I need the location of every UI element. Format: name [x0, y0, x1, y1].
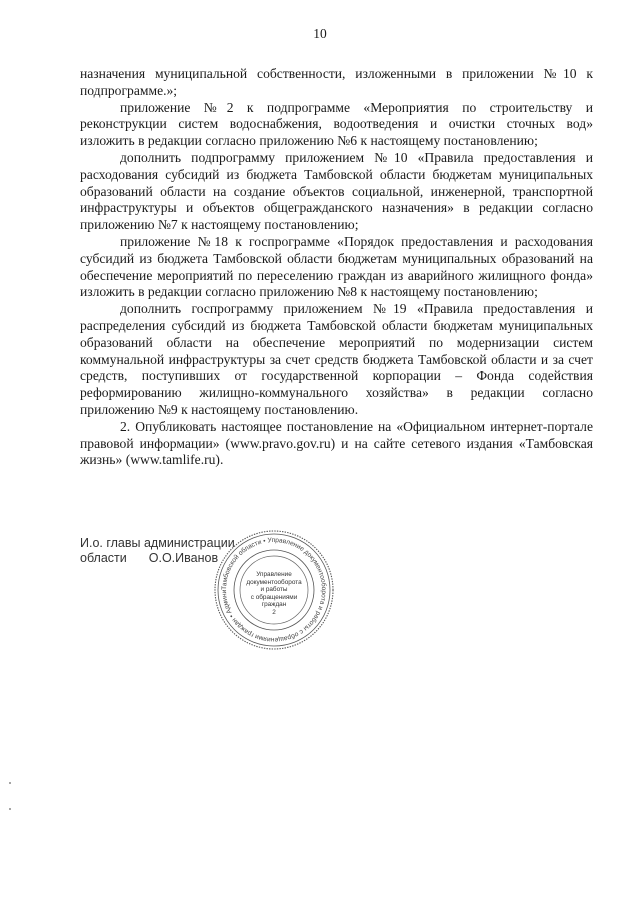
signature-region: области: [80, 551, 127, 565]
document-body: [80, 66, 593, 469]
official-stamp: [212, 528, 336, 652]
paragraph-appendix-10: дополнить подпрограмму приложением №10 «Правила предоставления и расходования субсидий из бюджета Тамбовской области бюджетам муниципальных образований области на создание объектов социальной, инженерной, транспортной инфраструктуры и объектов общегражданского назначения» в редакции согласно приложению №7 к настоящему постановлению;: [80, 149, 593, 233]
paragraph-appendix-18: приложение №18 к госпрограмме «Порядок предоставления и расходования субсидий из бюджета Тамбовской области бюджетам муниципальных образований на обеспечение мероприятий по переселению граждан из аварийного жилищного фонда» изложить в редакции согласно приложению №8 к настоящему постановлению;: [80, 233, 593, 300]
paragraph-publish: 2. Опубликовать настоящее постановление на «Официальном интернет-портале правовой информации» (www.pravo.gov.ru) и на сайте сетевого издания «Тамбовская жизнь» (www.tamlife.ru).: [80, 418, 593, 468]
stamp-ring-text: Тамбовской области • Управление документооборота и работы с обращениями граждан • Админи: [220, 536, 328, 644]
scan-speck: [9, 808, 11, 810]
stamp-center-text: Управление документооборота и работы с обращениями граждан 2: [246, 571, 302, 616]
scan-speck: [9, 782, 11, 784]
paragraph-appendix-2: приложение №2 к подпрограмме «Мероприятия по строительству и реконструкции систем водоснабжения, водоотведения и очистки сточных вод» изложить в редакции согласно приложению №6 к настоящему постановлению;: [80, 99, 593, 149]
page-number: 10: [313, 26, 327, 41]
signature-title: И.о. главы администрации: [80, 536, 235, 550]
paragraph-appendix-19: дополнить госпрограмму приложением №19 «Правила предоставления и распределения субсидий из бюджета Тамбовской области бюджетам муниципальных образований области на обеспечение мероприятий по модернизации систем коммунальной инфраструктуры за счет средств бюджета Тамбовской области и за счет средств, поступивших от государственной корпорации – Фонда содействия реформированию жилищно-коммунального хозяйства» в редакции согласно приложению №9 к настоящему постановлению.: [80, 301, 593, 417]
paragraph-continuation: назначения муниципальной собственности, изложенными в приложении №10 к подпрограмме.»;: [80, 66, 593, 98]
signature-name: О.О.Иванов: [148, 551, 219, 565]
